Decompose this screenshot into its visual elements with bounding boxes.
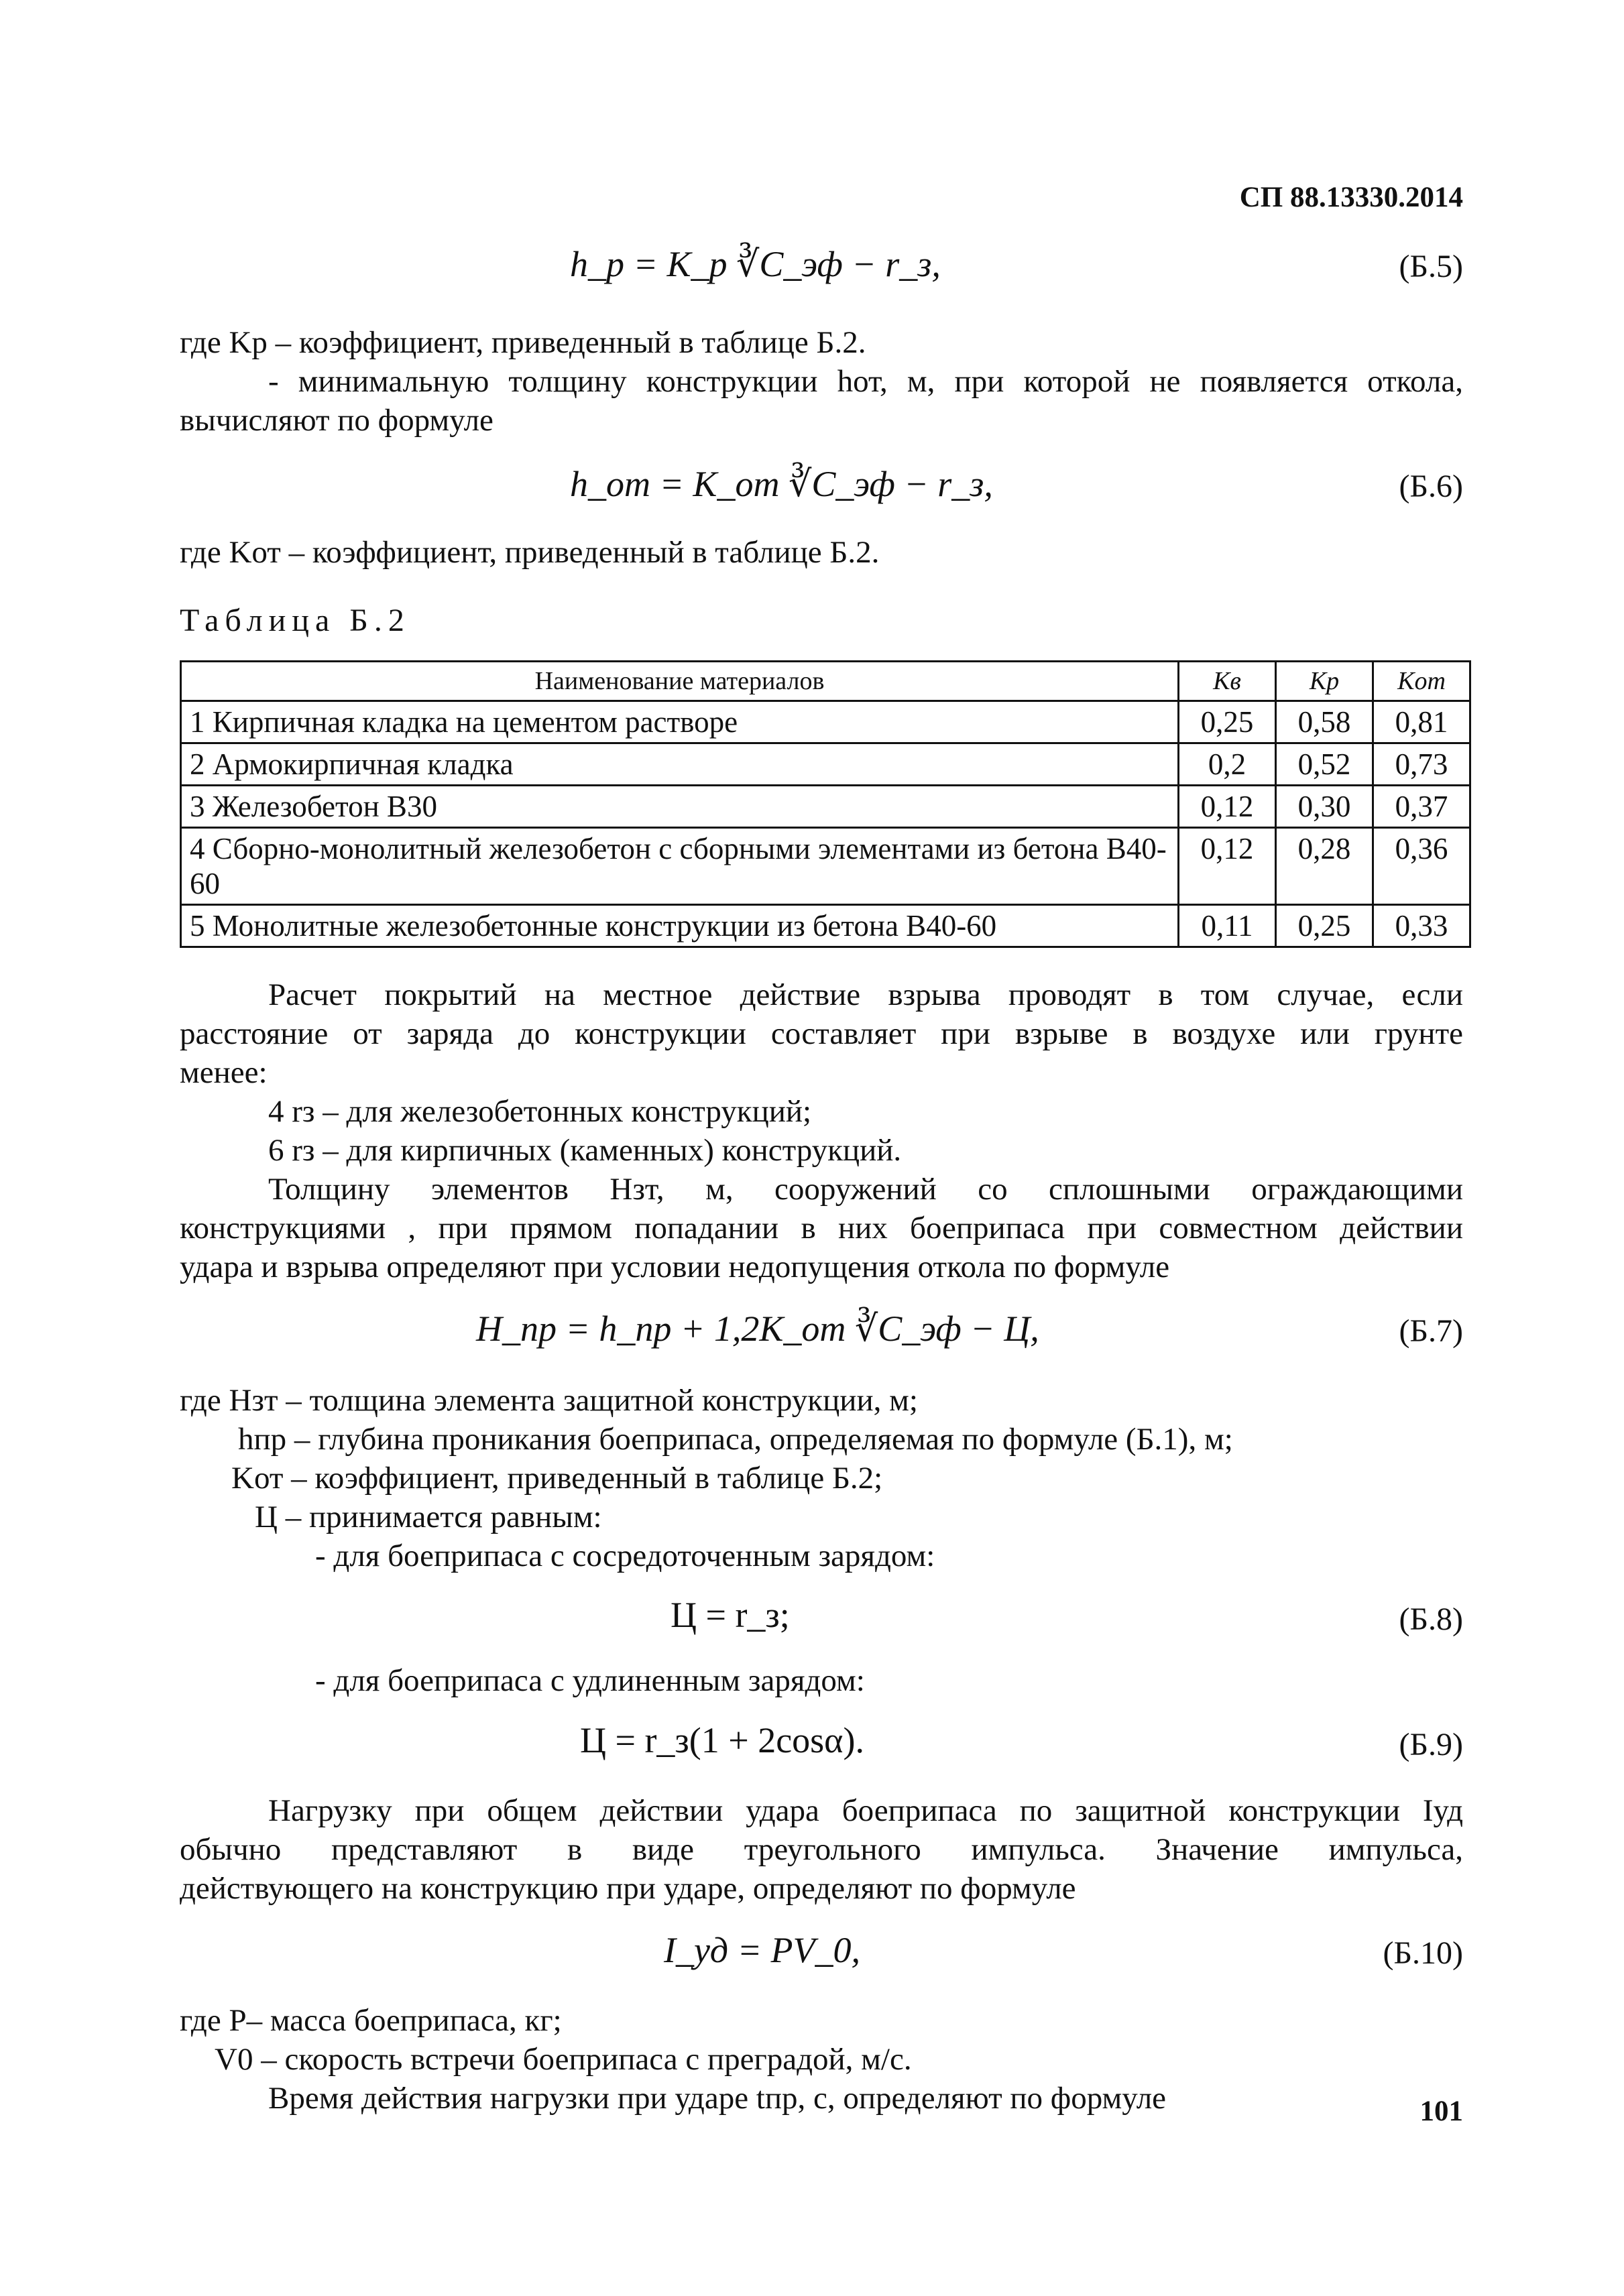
paragraph-min-thickness-line2: вычисляют по формуле	[180, 403, 494, 438]
kr-value: 0,52	[1276, 743, 1373, 786]
list-item-reinforced-concrete: 4 rз – для железобетонных конструкций;	[268, 1094, 812, 1129]
table-row	[181, 828, 1470, 905]
paragraph-kot-definition: где Kот – коэффициент, приведенный в таблице Б.2.	[180, 535, 880, 570]
formula-number-b9: (Б.9)	[1399, 1727, 1463, 1762]
kv-value: 0,12	[1179, 828, 1276, 905]
definition-ts: Ц – принимается равным:	[255, 1500, 602, 1534]
table-row	[181, 743, 1470, 786]
table-row	[181, 786, 1470, 828]
paragraph-impact-line3: действующего на конструкцию при ударе, определяют по формуле	[180, 1871, 1076, 1906]
paragraph-explosion-line2: расстояние от заряда до конструкции составляет при взрыве в воздухе или грунте	[180, 1016, 1463, 1051]
paragraph-load-time: Время действия нагрузки при ударе tпр, с, определяют по формуле	[268, 2081, 1167, 2116]
case-concentrated-charge: - для боеприпаса с сосредоточенным зарядом:	[315, 1538, 935, 1573]
kot-value: 0,33	[1373, 905, 1470, 947]
formula-number-b10: (Б.10)	[1383, 1935, 1463, 1971]
kr-value: 0,28	[1276, 828, 1373, 905]
formula-number-b7: (Б.7)	[1399, 1313, 1463, 1349]
kot-value: 0,73	[1373, 743, 1470, 786]
paragraph-explosion-line3: менее:	[180, 1055, 268, 1090]
paragraph-explosion-line1: Расчет покрытий на местное действие взрыва проводят в том случае, если	[268, 977, 1463, 1012]
material-name: 1 Кирпичная кладка на цементом растворе	[181, 701, 1179, 743]
material-name: 3 Железобетон В30	[181, 786, 1179, 828]
paragraph-thickness-line1: Толщину элементов Hзт, м, сооружений со сплошными ограждающими	[268, 1172, 1463, 1207]
header-materials: Наименование материалов	[181, 662, 1179, 701]
material-name: 2 Армокирпичная кладка	[181, 743, 1179, 786]
kv-value: 0,12	[1179, 786, 1276, 828]
paragraph-impact-line1: Нагрузку при общем действии удара боеприпаса по защитной конструкции Iуд	[268, 1793, 1463, 1828]
kot-value: 0,36	[1373, 828, 1470, 905]
definition-hzt: где Hзт – толщина элемента защитной конструкции, м;	[180, 1383, 918, 1418]
kr-value: 0,25	[1276, 905, 1373, 947]
kr-value: 0,30	[1276, 786, 1373, 828]
material-name: 5 Монолитные железобетонные конструкции из бетона В40-60	[181, 905, 1179, 947]
kv-value: 0,11	[1179, 905, 1276, 947]
kv-value: 0,25	[1179, 701, 1276, 743]
formula-b8: Ц = r_з;	[671, 1595, 790, 1635]
page-number: 101	[1419, 2096, 1463, 2127]
paragraph-impact-line2: обычно представляют в виде треугольного импульса. Значение импульса,	[180, 1832, 1463, 1867]
paragraph-thickness-line2: конструкциями , при прямом попадании в них боеприпаса при совместном действии	[180, 1211, 1463, 1246]
paragraph-kr-definition: где Kр – коэффициент, приведенный в таблице Б.2.	[180, 325, 866, 360]
list-item-brick: 6 rз – для кирпичных (каменных) конструкций.	[268, 1133, 902, 1168]
material-name: 4 Сборно-монолитный железобетон с сборными элементами из бетона В40-60	[181, 828, 1179, 905]
kot-value: 0,37	[1373, 786, 1470, 828]
kr-value: 0,58	[1276, 701, 1373, 743]
header-kv: Kв	[1179, 662, 1276, 701]
formula-b10: I_уд = PV_0,	[664, 1930, 861, 1970]
paragraph-min-thickness-line1: - минимальную толщину конструкции hот, м, при которой не появляется откола,	[268, 364, 1463, 399]
definition-hpr: hпр – глубина проникания боеприпаса, определяемая по формуле (Б.1), м;	[238, 1422, 1233, 1457]
formula-number-b8: (Б.8)	[1399, 1602, 1463, 1637]
header-kr: Kр	[1276, 662, 1373, 701]
definition-v0-velocity: V0 – скорость встречи боеприпаса с преградой, м/с.	[215, 2042, 912, 2077]
definition-p-mass: где P– масса боеприпаса, кг;	[180, 2003, 562, 2038]
kv-value: 0,2	[1179, 743, 1276, 786]
definition-kot: Kот – коэффициент, приведенный в таблице Б.2;	[231, 1461, 883, 1496]
header-kot: Kот	[1373, 662, 1470, 701]
formula-number-b5: (Б.5)	[1399, 249, 1463, 284]
table-caption: Таблица Б.2	[180, 603, 410, 638]
kot-value: 0,81	[1373, 701, 1470, 743]
formula-number-b6: (Б.6)	[1399, 469, 1463, 504]
formula-b5: h_р = K_р ∛C_эф − r_з,	[570, 244, 941, 284]
materials-table	[180, 660, 1471, 948]
paragraph-thickness-line3: удара и взрыва определяют при условии недопущения откола по формуле	[180, 1250, 1170, 1284]
table-row	[181, 701, 1470, 743]
document-code-header: СП 88.13330.2014	[1239, 182, 1463, 213]
table-header-row	[181, 662, 1470, 701]
formula-b7: H_пр = h_пр + 1,2K_от ∛C_эф − Ц,	[476, 1309, 1039, 1349]
formula-b9: Ц = r_з(1 + 2cosα).	[580, 1720, 864, 1760]
formula-b6: h_от = K_от ∛C_эф − r_з,	[570, 464, 993, 504]
table-row	[181, 905, 1470, 947]
case-elongated-charge: - для боеприпаса с удлиненным зарядом:	[315, 1663, 865, 1698]
